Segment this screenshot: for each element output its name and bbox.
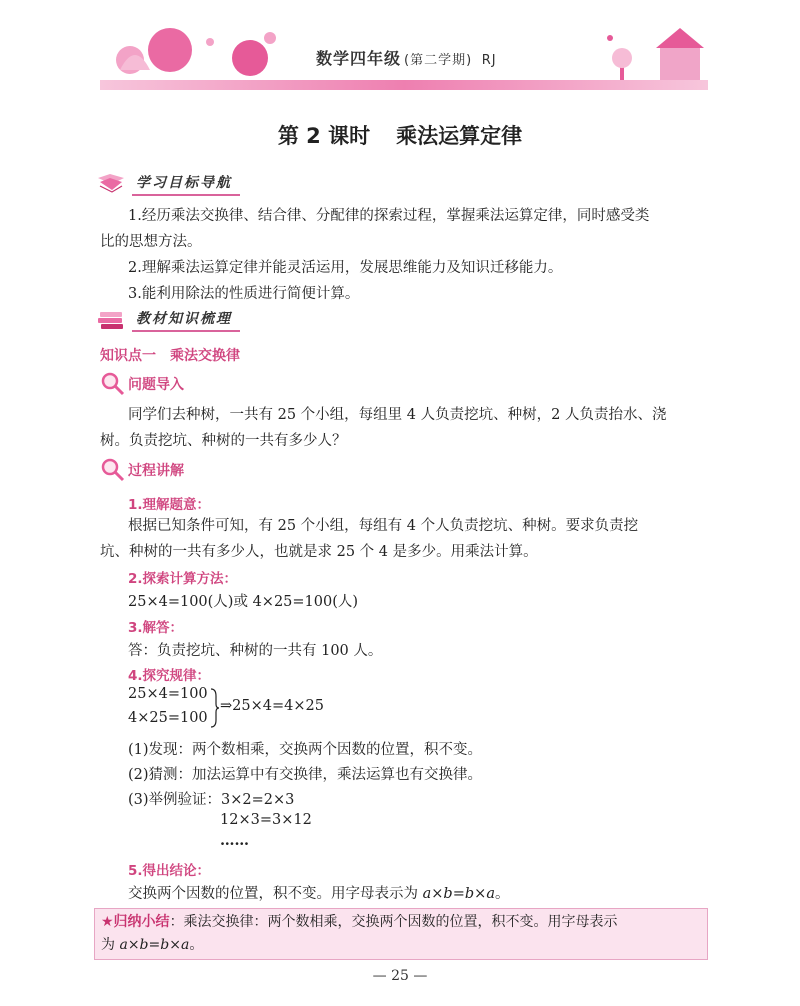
summary-label: ★归纳小结 xyxy=(101,914,170,930)
header-term: (第二学期) xyxy=(404,53,473,68)
intro-line: 同学们去种树，一共有 25 个小组，每组里 4 人负责挖坑、种树，2 人负责抬水、浇 xyxy=(128,407,667,423)
var-a: a xyxy=(180,937,190,953)
header-title xyxy=(316,46,497,69)
header-band xyxy=(100,80,708,90)
conclusion-text: 交换两个因数的位置，积不变。用字母表示为 xyxy=(128,886,423,902)
goals-banner-label: 学习目标导航 xyxy=(132,170,240,196)
equation-result: ⇒25×4=4×25 xyxy=(220,698,324,714)
step4-verify-2: 12×3=3×12 xyxy=(220,812,312,828)
summary-prefix: 为 xyxy=(101,937,120,953)
knowledge-point-title: 知识点一 乘法交换律 xyxy=(100,348,240,364)
equation-1: 25×4=100 xyxy=(128,686,208,702)
var-b: b xyxy=(139,937,149,953)
summary-box xyxy=(94,908,708,960)
header-grade: 数学四年级 xyxy=(316,49,402,68)
lesson-title xyxy=(0,120,800,150)
step1-label: 1.理解题意： xyxy=(128,497,211,513)
step5-label: 5.得出结论： xyxy=(128,863,211,879)
period: 。 xyxy=(189,937,204,953)
period: 。 xyxy=(494,886,510,902)
intro-heading-label: 问题导入 xyxy=(128,377,184,393)
times-sign: × xyxy=(431,886,444,902)
lesson-number: 第 2 课时 xyxy=(277,124,371,148)
step2-label: 2.探索计算方法： xyxy=(128,571,238,587)
var-a: a xyxy=(486,886,495,902)
step1-text xyxy=(100,513,696,565)
step1-line: 根据已知条件可知，有 25 个小组，每组有 4 个人负责挖坑、种树。要求负责挖 xyxy=(128,518,639,534)
goals-list xyxy=(100,203,696,307)
step1-line: 坑、种树的一共有多少人，也就是求 25 个 4 是多少。用乘法计算。 xyxy=(100,544,538,560)
step3-answer: 答：负责挖坑、种树的一共有 100 人。 xyxy=(128,643,383,659)
knowledge-banner-label: 教材知识梳理 xyxy=(132,306,240,332)
intro-text xyxy=(100,402,696,454)
var-a: a xyxy=(119,937,128,953)
times-sign: × xyxy=(169,937,181,953)
times-sign: × xyxy=(474,886,487,902)
goal-item: 比的思想方法。 xyxy=(100,234,202,250)
summary-content: ：乘法交换律：两个数相乘，交换两个因数的位置，积不变。用字母表示 xyxy=(169,914,618,930)
header-decoration-right xyxy=(600,18,708,82)
magnifier-icon xyxy=(100,457,126,483)
summary-text xyxy=(101,911,701,957)
commutative-derivation xyxy=(128,686,388,730)
goal-item: 2.理解乘法运算定律并能灵活运用，发展思维能力及知识迁移能力。 xyxy=(128,260,563,276)
times-sign: × xyxy=(127,937,140,953)
book-icon xyxy=(96,172,126,194)
var-b: b xyxy=(464,886,475,902)
step5-conclusion xyxy=(128,882,509,903)
lesson-name: 乘法运算定律 xyxy=(396,124,523,148)
step2-equation: 25×4=100(人)或 4×25=100(人) xyxy=(128,594,359,610)
var-b: b xyxy=(443,886,453,902)
summary-line-2 xyxy=(101,934,701,957)
intro-line: 树。负责挖坑、种树的一共有多少人？ xyxy=(100,433,347,449)
equals-sign: = xyxy=(452,886,465,902)
knowledge-banner xyxy=(96,306,240,332)
goals-banner xyxy=(96,170,240,196)
goal-item: 3.能利用除法的性质进行简便计算。 xyxy=(128,286,360,302)
step4-label: 4.探究规律： xyxy=(128,668,211,684)
books-stack-icon xyxy=(96,308,126,330)
step4-dots: …… xyxy=(220,832,249,849)
goal-item: 1.经历乘法交换律、结合律、分配律的探索过程，掌握乘法运算定律，同时感受类 xyxy=(128,208,650,224)
step4-guess: (2)猜测：加法运算中有交换律，乘法运算也有交换律。 xyxy=(128,767,483,783)
var-a: a xyxy=(422,886,432,902)
header-decoration-left xyxy=(100,20,290,82)
brace-icon xyxy=(210,688,220,728)
intro-heading xyxy=(100,371,184,397)
page-number: — 25 — xyxy=(372,968,428,984)
page-header xyxy=(0,0,800,100)
step3-label: 3.解答： xyxy=(128,620,184,636)
var-b: b xyxy=(160,937,170,953)
magnifier-icon xyxy=(100,371,126,397)
equation-2: 4×25=100 xyxy=(128,710,208,726)
summary-line-1 xyxy=(101,911,701,934)
step4-find: (1)发现：两个数相乘，交换两个因数的位置，积不变。 xyxy=(128,742,483,758)
step4-verify: (3)举例验证：3×2=2×3 xyxy=(128,792,295,808)
process-heading xyxy=(100,457,184,483)
header-edition: RJ xyxy=(481,53,497,68)
equals-sign: = xyxy=(148,937,161,953)
process-heading-label: 过程讲解 xyxy=(128,463,184,479)
